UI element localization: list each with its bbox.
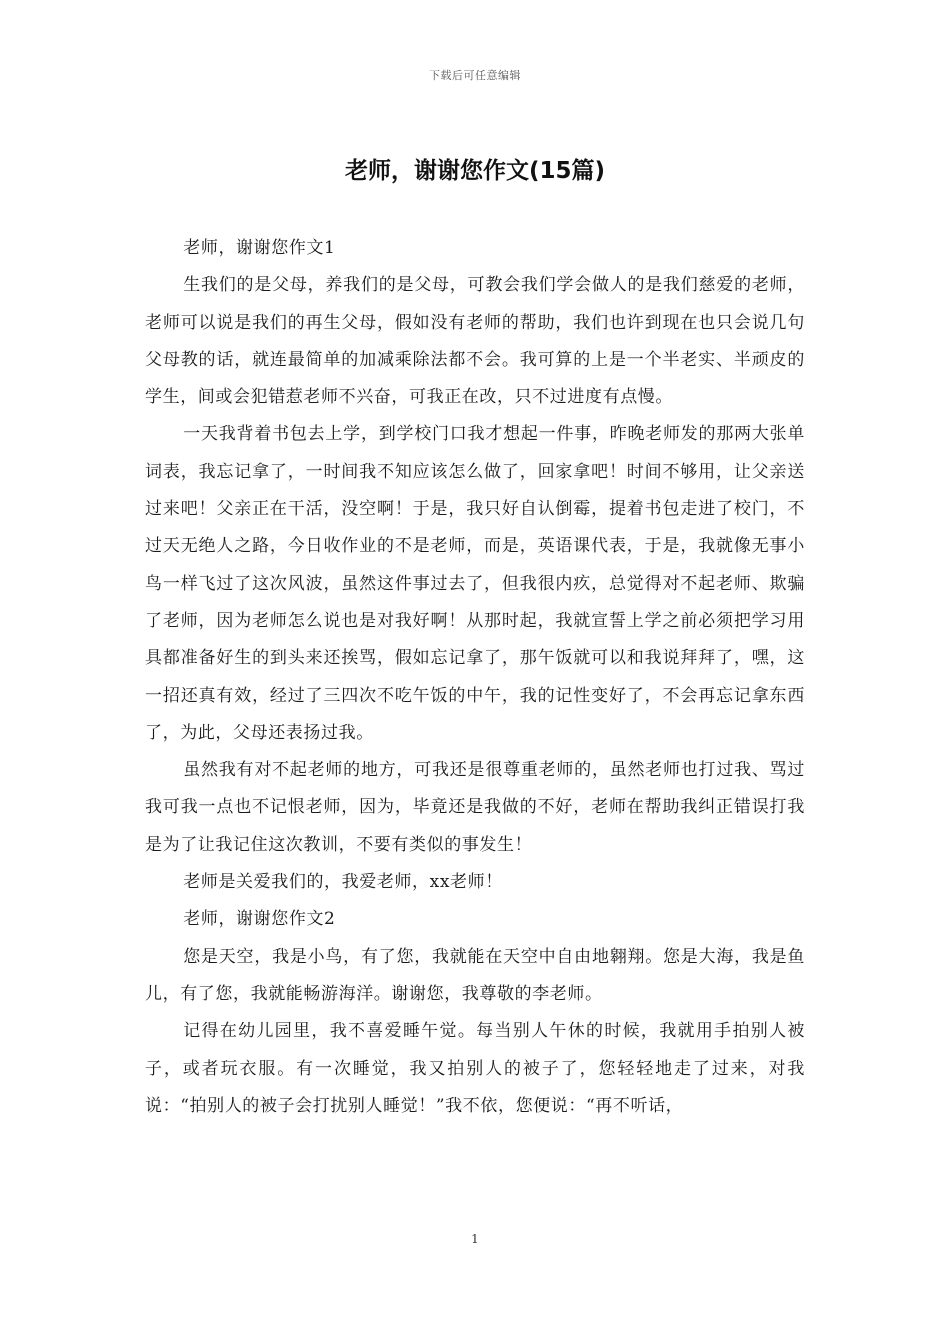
document-title: 老师，谢谢您作文(15篇): [344, 158, 606, 184]
body-paragraph: 老师是关爱我们的，我爱老师，xx老师！: [183, 872, 503, 893]
page-number: 1: [471, 1232, 479, 1246]
body-paragraph: 记得在幼儿园里，我不喜爱睡午觉。每当别人午休的时候，我就用手拍别人被子，或者玩衣服。有一次睡觉，我又拍别人的被子了，您轻轻地走了过来，对我说：“拍别人的被子会打扰别人睡觉！”我不依，您便说：“再不听话，: [145, 1021, 805, 1116]
section-heading-1: 老师，谢谢您作文1: [183, 238, 336, 258]
header-note: 下载后可任意编辑: [429, 69, 521, 82]
body-paragraph: 虽然我有对不起老师的地方，可我还是很尊重老师的，虽然老师也打过我、骂过我可我一点也不记恨老师，因为，毕竟还是我做的不好，老师在帮助我纠正错误打我是为了让我记住这次教训，不要有类似的事发生！: [145, 760, 805, 855]
body-paragraph: 您是天空，我是小鸟，有了您，我就能在天空中自由地翱翔。您是大海，我是鱼儿，有了您，我就能畅游海洋。谢谢您，我尊敬的李老师。: [145, 946, 805, 1004]
document-body: [145, 230, 805, 1125]
body-paragraph: 生我们的是父母，养我们的是父母，可教会我们学会做人的是我们慈爱的老师，老师可以说是我们的再生父母，假如没有老师的帮助，我们也许到现在也只会说几句父母教的话，就连最简单的加减乘除法都不会。我可算的上是一个半老实、半顽皮的学生，间或会犯错惹老师不兴奋，可我正在改，只不过进度有点慢。: [145, 275, 805, 408]
section-heading-2: 老师，谢谢您作文2: [183, 909, 336, 930]
body-paragraph: 一天我背着书包去上学，到学校门口我才想起一件事，昨晚老师发的那两大张单词表，我忘记拿了，一时间我不知应该怎么做了，回家拿吧！时间不够用，让父亲送过来吧！父亲正在干活，没空啊！于是，我只好自认倒霉，提着书包走进了校门，不过天无绝人之路，今日收作业的不是老师，而是，英语课代表，于是，我就像无事小鸟一样飞过了这次风波，虽然这件事过去了，但我很内疚，总觉得对不起老师、欺骗了老师，因为老师怎么说也是对我好啊！从那时起，我就宣誓上学之前必须把学习用具都准备好生的到头来还挨骂，假如忘记拿了，那午饭就可以和我说拜拜了，嘿，这一招还真有效，经过了三四次不吃午饭的中午，我的记性变好了，不会再忘记拿东西了，为此，父母还表扬过我。: [145, 424, 805, 743]
